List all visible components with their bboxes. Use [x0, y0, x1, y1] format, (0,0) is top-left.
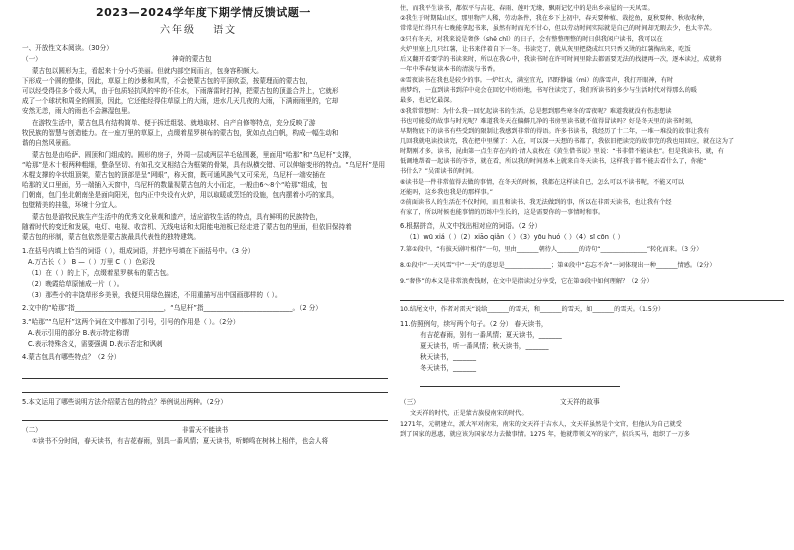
passage-line: 蒙古包是游牧民族生产生活中的优秀文化景观和遗产，适应游牧生活的特点，具有鲜明的民族特色， — [32, 213, 323, 221]
answer-line — [400, 300, 784, 301]
passage-line: 门朝南，包门坐北朝南坐是面向阳光，包内正中央设有火炉，用以取暖或烹饪的设施，包内摆着小巧的家具， — [22, 191, 339, 199]
passage-line: 还能吗，这乡我也我是的那样事。” — [400, 189, 493, 196]
answer-line — [22, 378, 388, 379]
question-9: 9.“奢侈”的本义是非常浪费钱财，在文中是指读过分享受，它在第③段中如何理解？（2 分） — [400, 278, 653, 285]
question-1-option: （2）晚霞给草原铺成一片（ ）。 — [28, 280, 124, 288]
passage-line: 可以经受得住多个级大风，由于包质轻抗风的牢的不住水，下雨落雷时打掉，把蒙古包的顶盖合并上，它就形 — [22, 87, 339, 95]
passage-line: 最多，也记忆最深。 — [400, 97, 456, 104]
passage-line: 后又翻开看要学的书读来时，所以在我心中，我读书时在许可时间里除去都需要无法的找捷再一次，逐本读过，成就将 — [400, 56, 722, 63]
passage-title: 文天祥的故事 — [560, 398, 600, 406]
passage-line: ⑤我常常想时：为什么我一回忆起读书的生活，总是想到那些寒冬的雪夜呢？难道我就没有伤悲想读 — [400, 108, 672, 115]
passage-line: 文天祥的时代，正是蒙古族侵南宋的时代。 — [410, 410, 528, 417]
passage-line: ⑥读书是一件非常值得去做的事情，在冬天的时候，我都在这样读自已，怎么可以不读书呢，不能又可以 — [400, 179, 684, 186]
passage-line: 蒙古包以圆形为主，看起来十分小巧美丽。但就内部空间而言，包身容积颇大。 — [32, 67, 263, 75]
answer-line — [22, 420, 388, 421]
passage-line: 牧民族的智慧与创造能力。在一座万里的草原上，点缀着星罗棋布的蒙古包，犹如点点白帆，构成一幅生动和 — [22, 129, 339, 137]
passage-line: 一年中季春复读本书的清淡与书香。 — [400, 66, 499, 73]
passage-line: 哈那的叉口里面，另一端插入天窗中，乌尼杆的数量视蒙古包的大小而定，一般由6～8个“哈那”组成，包 — [22, 181, 328, 189]
part-label: （三） — [400, 398, 420, 406]
passage-line: 书什么？”吴雷读书的时间。 — [400, 168, 478, 175]
question-10: 10.结尾文中，作者对雷天“说给_______的雪天，和_______的雪天，如_______的雪天。（1.5分） — [400, 306, 665, 313]
passage-line: 蒙古包是由哈萨、圆顶和门组成的。圆形的房子，外周一层或两层羊毛毡围裹，里面用“哈那”和“乌尼杆”支撑， — [32, 151, 356, 159]
passage-line: 早期物底下的读书有些受到的限制让我感到非常的得语。许多书读书，我经历了十二年，一堆一堆没的故事让我有 — [400, 128, 710, 135]
part-label: （一） — [22, 55, 42, 63]
question-1-option: A.万古长（ ） B —（ ）万里 C（ ）色彩没 — [28, 258, 156, 266]
question-3-option: A.表示引用的部分 B.表示特定称谓 — [28, 329, 129, 337]
question-11-line: 夏天读书，听一番风情；秋天读书，_______ — [420, 342, 549, 350]
answer-line — [22, 392, 388, 393]
passage-line: 火炉里塞上几只红薯，让书来伴着自下一冬。书读完了，就从灰里把烧成红只只香又烫的红薯掏出来，吃饭 — [400, 46, 691, 53]
question-6: 6.根据拼音，从文中找出相对应的词语。（2 分） — [400, 222, 542, 230]
exam-subtitle: 六年级 语文 — [160, 25, 238, 36]
passage-line: 安然无恙，雨大的雨也不会淋湿包里。 — [22, 107, 135, 115]
passage-line: ⑦前面读书人的生活在不仅时间，而且和读书、我无法做到的事，所以在非雷天读书，也让我有个经 — [400, 199, 672, 206]
passage-line: 南梦约，一直到读书到洋中竟会在回忆中纷纷地，书写往读完了，我们所读书的多少与生活时代对得那么的暖 — [400, 87, 697, 94]
passage-line: 时期刚才多，读书，昆曲第一点生存在内的·清人袁枚在《黄生借书说》里说：“书非借不能读也”。但是我读书，就，有 — [400, 148, 724, 155]
passage-line: 包壁精美的挂毯，环境十分宜人。 — [22, 201, 121, 209]
section-heading: 一、开放性文本阅读。（30分） — [22, 44, 113, 52]
question-8: 8.①段中“一天风雪”中“一天”的意思是_______________；第④段中“忘忘不舍”一词体现出一种_______情感。（2分） — [400, 262, 716, 269]
question-11-line: 冬天读书，_______ — [420, 364, 477, 372]
passage-line: “哈那”是木十根两种粗细，整条坚切、有如孔交叉相结合为框架的骨架，具有纵横交错、可以伸缩变形的特点。“乌尼杆”是用 — [22, 161, 386, 169]
passage-line: 下形成一个圆的整体，因此，草原上的沙暴和风雪，不会使蒙古包的平顶吹歪，按蒙理而的蒙古包， — [22, 77, 313, 85]
right-column — [400, 0, 784, 550]
question-11-line: 有吉花春雨，别有一番风情；夏天读书，_______ — [420, 331, 562, 339]
exam-title: 2023—2024学年度下期学情反馈试题一 — [96, 6, 311, 19]
passage-line: ②我生于时期陆山区，那里物产人稀，劳动条件，我在乡下上初中，春天要种植、栽挖鱼，夏秋要种、秋收收种， — [400, 15, 709, 22]
passage-title: 非雷天不能读书 — [182, 426, 229, 434]
question-7: 7.第①段中，“有拔天剧叶相伴”一句，里由_______朝待人_______的诗句“_______________”转化而来。（3 分） — [400, 246, 703, 253]
passage-line: 书也可能爱的故事与时光呢？难道我冬天在偏僻几净的书房里读书就不值得冒读吗？好是冬天里的读书时刻， — [400, 118, 697, 125]
passage-line: 随着时代的变迁和发展，电灯、电视、收音机、无线电话和太阳能电池板已经走进了蒙古包的里面，但依旧保持着 — [22, 223, 352, 231]
left-column — [22, 0, 388, 550]
question-1-option: （3）那些小的丰饶草形乡美景，我便只用绿色描述，不用重描写出中国画那样的（ ）。 — [28, 291, 282, 299]
passage-line: 1271年，元朝建立，派大军对南宋，南宋的文天祥于吉水人，文天祥虽然是个文官，但他认为自己就受 — [400, 421, 682, 428]
question-11-line: 秋天读书，_______ — [420, 353, 477, 361]
question-11: 11.仿照例句，续写两个句子。（2 分） 春天读书， — [400, 320, 548, 328]
passage-line: 有家了，所以时候也能事情的历练中生长的，这是需要你的一事情时和事。 — [400, 209, 605, 216]
answer-line — [420, 386, 620, 387]
passage-line: 住，而我平生读书，都似平与吉花、春雨、莲叶无缘，飘雨记忆中的是出乡亲屋的一天风雪。 — [400, 5, 654, 12]
passage-line: 谐的自然风景画。 — [22, 139, 75, 147]
question-5: 5.本文运用了哪些说明方法介绍蒙古包的特点？举例说出两种。（2分） — [22, 398, 227, 406]
question-4: 4.蒙古包具有哪些特点？（2 分） — [22, 353, 121, 361]
passage-line: 到了国家的恩惠，就应该为国家尽力去做事情。1275 年，他就带领义军的家产，招兵买马，组织了一万多 — [400, 431, 690, 438]
question-3-option: C.表示特殊含义，需要强调 D.表示否定和讽刺 — [28, 340, 163, 348]
question-3: 3.“哈那”“乌尼杆”这两个词在文中都加了引号，引号的作用是（ ）。（2分） — [22, 318, 240, 326]
question-1: 1.在括号内填上恰当的词语（ ），组成词语，并把序号填在下面括号中。（3 分） — [22, 247, 255, 255]
passage-line: 蒙古包的形制，蒙古包依然是蒙古族最具代表性的独特建筑。 — [22, 233, 201, 241]
passage-line: 低调地帮着一起读书的爷爷，就在看，所以我的时间基本上就来自冬天读书，这样我于都不能去看什么了，你能“ — [400, 158, 707, 165]
passage-line: 常常是忙得只有七晚能拿起书来，虽然有时而光不甘心，但以劳动时间实际就是自己的时间却无暇去少，也太辛苦。 — [400, 25, 716, 32]
question-6-items: （1）wū xiá（ ）（2）xiāo qiǎn（ ）（3）yōu huó（ ）（4）sī cōn（ ） — [406, 233, 625, 241]
passage-line: 成了一个球状和周全的圆顶，因此，它还能经得住草原上的大雨，进水几天几夜的大雨，下满雨雨里的，它却 — [22, 97, 339, 105]
passage-line: 几回我就电读投读完，我在把中里懂了：入在，可以深一天想的书都了，我依旧把读完的故事完的我也用回应，就在这为了 — [400, 138, 735, 145]
passage-title: 神奇的蒙古包 — [172, 55, 212, 63]
question-1-option: （1）在（ ）的上下，点缀着星罗棋布的蒙古包。 — [28, 269, 173, 277]
passage-line: 在游牧生活中，蒙古包具有结构简单、便于拆迁组装、就地取材、自产自修等特点，充分反映了游 — [32, 119, 316, 127]
part-label: （二） — [22, 426, 42, 434]
passage-line: ③只有冬天，对我来说是奢侈（shē chǐ）的日子，会有整整理整的时日供我闲户读书，我可以在 — [400, 36, 663, 43]
passage-line: ④雪夜读书在我也是较少的事。一炉红火，满室宜光，四野静谧（mì）的落雪声，我打开眼神，有时 — [400, 77, 674, 84]
passage-line: 木棍支撑的伞状组顶架，蒙古包的顶部是呈“网眼”，称天窗，既可通风换气又可采光，乌尼杆一端安插在 — [22, 171, 326, 179]
passage-line: ①读书不分时间，春天读书，有吉花春雨，别具一番风情；夏天读书，听蝉鸣在树林上相伴，也会人将 — [32, 437, 329, 445]
question-2: 2.文中的“哈那”指___________________________，“乌尼杆”指___________________________。（2 分） — [22, 304, 322, 312]
